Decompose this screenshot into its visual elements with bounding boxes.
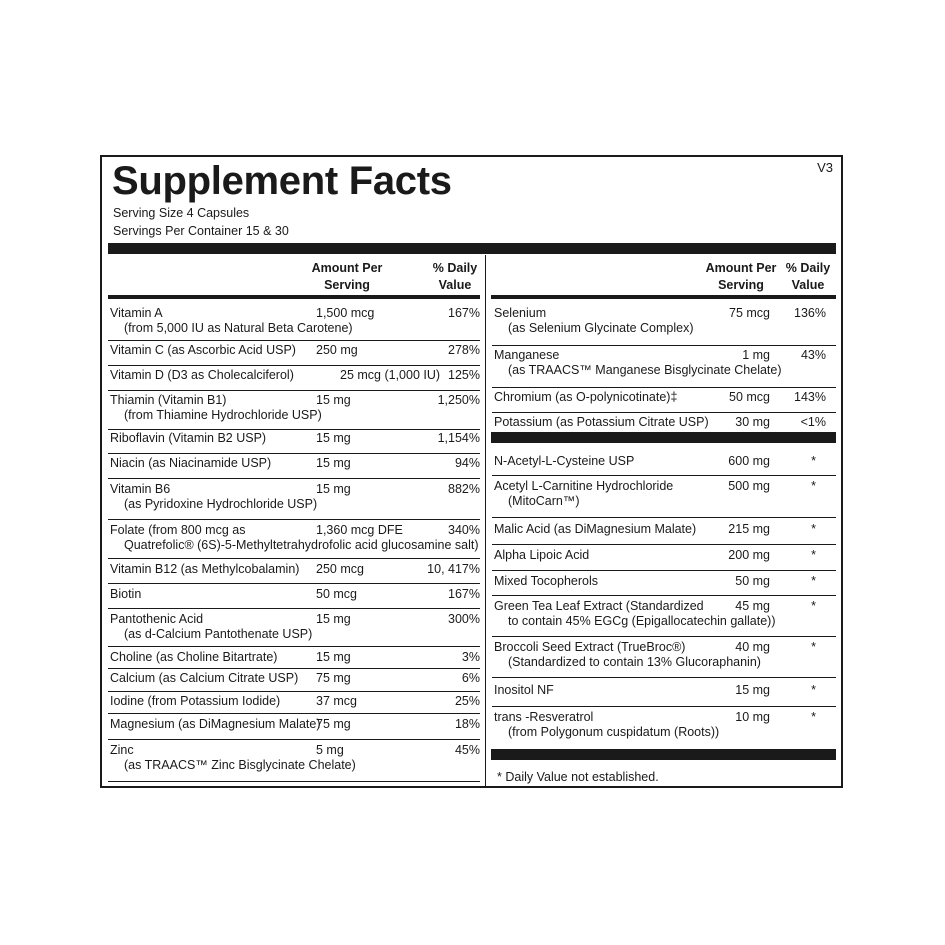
dv-header-line2: Value (438, 278, 472, 292)
nutrient-name: Zinc (110, 743, 134, 757)
amount-header-line2: Serving (324, 278, 370, 292)
nutrient-name: Selenium (494, 306, 547, 320)
nutrient-daily-value: 136% (794, 306, 826, 320)
dv-header-line1: % Daily (432, 261, 478, 275)
amount-header-line1: Amount Per (705, 261, 777, 275)
nutrient-amount: 1,360 mcg DFE (316, 523, 403, 537)
nutrient-daily-value: 94% (454, 456, 480, 470)
nutrient-name: Mixed Tocopherols (494, 574, 598, 588)
nutrient-name: Pantothenic Acid (110, 612, 204, 626)
top-thick-bar (108, 243, 836, 254)
nutrient-amount: 15 mg (316, 650, 351, 664)
panel-title: Supplement Facts (112, 159, 452, 203)
nutrient-amount: 45 mg (735, 599, 770, 613)
left-row-rule (108, 646, 480, 647)
nutrient-name: Inositol NF (494, 683, 554, 697)
nutrient-daily-value: 300% (448, 612, 480, 626)
nutrient-name: Green Tea Leaf Extract (Standardized (494, 599, 704, 613)
nutrient-daily-value: 1,154% (437, 431, 480, 445)
nutrient-daily-value: 278% (448, 343, 480, 357)
nutrient-amount: 500 mg (728, 479, 770, 493)
nutrient-name: Thiamin (Vitamin B1) (110, 393, 227, 407)
right-mid-thick-bar (491, 432, 836, 443)
nutrient-name: Vitamin D (D3 as Cholecalciferol) (110, 368, 294, 382)
nutrient-name: Vitamin B12 (as Methylcobalamin) (110, 562, 300, 576)
nutrient-amount: 25 mcg (1,000 IU) (340, 368, 441, 382)
nutrient-amount: 200 mg (728, 548, 770, 562)
nutrient-name: Vitamin B6 (110, 482, 171, 496)
left-row-rule (108, 429, 480, 430)
left-row-rule (108, 713, 480, 714)
right-row-rule (492, 544, 836, 545)
right-row-rule (492, 412, 836, 413)
right-row-rule (492, 636, 836, 637)
dv-header-line1: % Daily (785, 261, 831, 275)
column-divider (485, 255, 486, 788)
nutrient-daily-value: 143% (794, 390, 826, 404)
nutrient-daily-value: 45% (454, 743, 480, 757)
nutrient-source: (Standardized to contain 13% Glucoraphanin) (508, 655, 761, 669)
nutrient-daily-value: 882% (448, 482, 480, 496)
nutrient-daily-value: * (811, 479, 816, 493)
left-row-rule (108, 519, 480, 520)
nutrient-amount: 30 mg (735, 415, 770, 429)
left-row-rule (108, 558, 480, 559)
right-row-rule (492, 387, 836, 388)
nutrient-source: (as Pyridoxine Hydrochloride USP) (124, 497, 318, 511)
nutrient-amount: 15 mg (316, 431, 351, 445)
right-row-rule (492, 517, 836, 518)
nutrient-name: Vitamin A (110, 306, 163, 320)
nutrient-name: Choline (as Choline Bitartrate) (110, 650, 278, 664)
nutrient-daily-value: 25% (454, 694, 480, 708)
footnote: * Daily Value not established. (497, 770, 659, 784)
right-row-rule (492, 345, 836, 346)
nutrient-amount: 1 mg (742, 348, 770, 362)
nutrient-amount: 5 mg (316, 743, 344, 757)
amount-header-line2: Serving (718, 278, 764, 292)
left-row-rule (108, 608, 480, 609)
nutrient-amount: 250 mcg (316, 562, 364, 576)
dv-header-line2: Value (791, 278, 825, 292)
left-row-rule (108, 453, 480, 454)
left-row-rule (108, 478, 480, 479)
nutrient-amount: 600 mg (728, 454, 770, 468)
nutrient-daily-value: 167% (448, 306, 480, 320)
nutrient-daily-value: * (811, 640, 816, 654)
nutrient-daily-value: * (811, 574, 816, 588)
nutrient-name: Biotin (110, 587, 142, 601)
left-row-rule (108, 365, 480, 366)
nutrient-source: (from Thiamine Hydrochloride USP) (124, 408, 322, 422)
left-row-rule (108, 583, 480, 584)
nutrient-daily-value: 18% (454, 717, 480, 731)
nutrient-daily-value: 3% (461, 650, 480, 664)
nutrient-amount: 50 mcg (316, 587, 357, 601)
nutrient-name: Folate (from 800 mcg as (110, 523, 246, 537)
right-bottom-thick-bar (491, 749, 836, 760)
nutrient-amount: 1,500 mcg (316, 306, 375, 320)
nutrient-source: (from 5,000 IU as Natural Beta Carotene) (124, 321, 353, 335)
nutrient-name: Vitamin C (as Ascorbic Acid USP) (110, 343, 296, 357)
nutrient-name: Alpha Lipoic Acid (494, 548, 590, 562)
nutrient-source: (from Polygonum cuspidatum (Roots)) (508, 725, 720, 739)
nutrient-daily-value: <1% (800, 415, 826, 429)
left-row-rule (108, 781, 480, 782)
nutrient-name: Magnesium (as DiMagnesium Malate) (110, 717, 321, 731)
nutrient-amount: 50 mg (735, 574, 770, 588)
nutrient-source: (as d-Calcium Pantothenate USP) (124, 627, 313, 641)
nutrient-daily-value: 167% (448, 587, 480, 601)
nutrient-name: Broccoli Seed Extract (TrueBroc®) (494, 640, 686, 654)
nutrient-daily-value: 10, 417% (427, 562, 480, 576)
nutrient-name: Niacin (as Niacinamide USP) (110, 456, 272, 470)
left-row-rule (108, 668, 480, 669)
nutrient-source: (as Selenium Glycinate Complex) (508, 321, 694, 335)
nutrient-amount: 75 mg (316, 671, 351, 685)
nutrient-name: Chromium (as O-polynicotinate)‡ (494, 390, 678, 404)
servings-per-container: Servings Per Container 15 & 30 (113, 224, 289, 238)
nutrient-amount: 215 mg (728, 522, 770, 536)
nutrient-daily-value: * (811, 599, 816, 613)
nutrient-amount: 50 mcg (729, 390, 770, 404)
nutrient-daily-value: * (811, 683, 816, 697)
left-amount-header (302, 260, 392, 294)
right-row-rule (492, 475, 836, 476)
right-row-rule (492, 677, 836, 678)
nutrient-daily-value: * (811, 548, 816, 562)
left-row-rule (108, 390, 480, 391)
amount-header-line1: Amount Per (311, 261, 383, 275)
nutrient-daily-value: 43% (800, 348, 826, 362)
right-dv-header (778, 260, 838, 294)
nutrient-amount: 40 mg (735, 640, 770, 654)
supplement-facts-panel (100, 155, 843, 788)
nutrient-source: (MitoCarn™) (508, 494, 580, 508)
nutrient-daily-value: 6% (461, 671, 480, 685)
right-row-rule (492, 570, 836, 571)
nutrient-daily-value: * (811, 522, 816, 536)
nutrient-amount: 15 mg (316, 612, 351, 626)
nutrient-daily-value: 1,250% (437, 393, 480, 407)
nutrient-name: Manganese (494, 348, 560, 362)
nutrient-amount: 75 mg (316, 717, 351, 731)
right-amount-header (700, 260, 782, 294)
nutrient-source: (as TRAACS™ Zinc Bisglycinate Chelate) (124, 758, 356, 772)
nutrient-source: (as TRAACS™ Manganese Bisglycinate Chelate) (508, 363, 782, 377)
nutrient-amount: 75 mcg (729, 306, 770, 320)
version-label: V3 (817, 160, 833, 175)
nutrient-daily-value: * (811, 710, 816, 724)
nutrient-amount: 250 mg (316, 343, 358, 357)
serving-size: Serving Size 4 Capsules (113, 206, 250, 220)
nutrient-amount: 37 mcg (316, 694, 357, 708)
nutrient-name: Acetyl L-Carnitine Hydrochloride (494, 479, 674, 493)
left-header-rule (108, 295, 480, 299)
nutrient-daily-value: 340% (448, 523, 480, 537)
right-row-rule (492, 706, 836, 707)
right-row-rule (492, 595, 836, 596)
nutrient-amount: 10 mg (735, 710, 770, 724)
left-row-rule (108, 691, 480, 692)
nutrient-source: Quatrefolic® (6S)-5-Methyltetrahydrofolic acid glucosamine salt) (124, 538, 479, 552)
left-row-rule (108, 340, 480, 341)
nutrient-daily-value: * (811, 454, 816, 468)
nutrient-amount: 15 mg (316, 456, 351, 470)
nutrient-name: N-Acetyl-L-Cysteine USP (494, 454, 635, 468)
nutrient-name: Calcium (as Calcium Citrate USP) (110, 671, 299, 685)
left-row-rule (108, 739, 480, 740)
nutrient-amount: 15 mg (316, 393, 351, 407)
nutrient-name: trans -Resveratrol (494, 710, 594, 724)
right-header-rule (491, 295, 836, 299)
nutrient-amount: 15 mg (316, 482, 351, 496)
nutrient-name: Riboflavin (Vitamin B2 USP) (110, 431, 267, 445)
nutrient-amount: 15 mg (735, 683, 770, 697)
left-dv-header (420, 260, 490, 294)
nutrient-name: Malic Acid (as DiMagnesium Malate) (494, 522, 697, 536)
nutrient-source: to contain 45% EGCg (Epigallocatechin gallate)) (508, 614, 776, 628)
nutrient-name: Potassium (as Potassium Citrate USP) (494, 415, 709, 429)
nutrient-daily-value: 125% (448, 368, 480, 382)
nutrient-name: Iodine (from Potassium Iodide) (110, 694, 281, 708)
